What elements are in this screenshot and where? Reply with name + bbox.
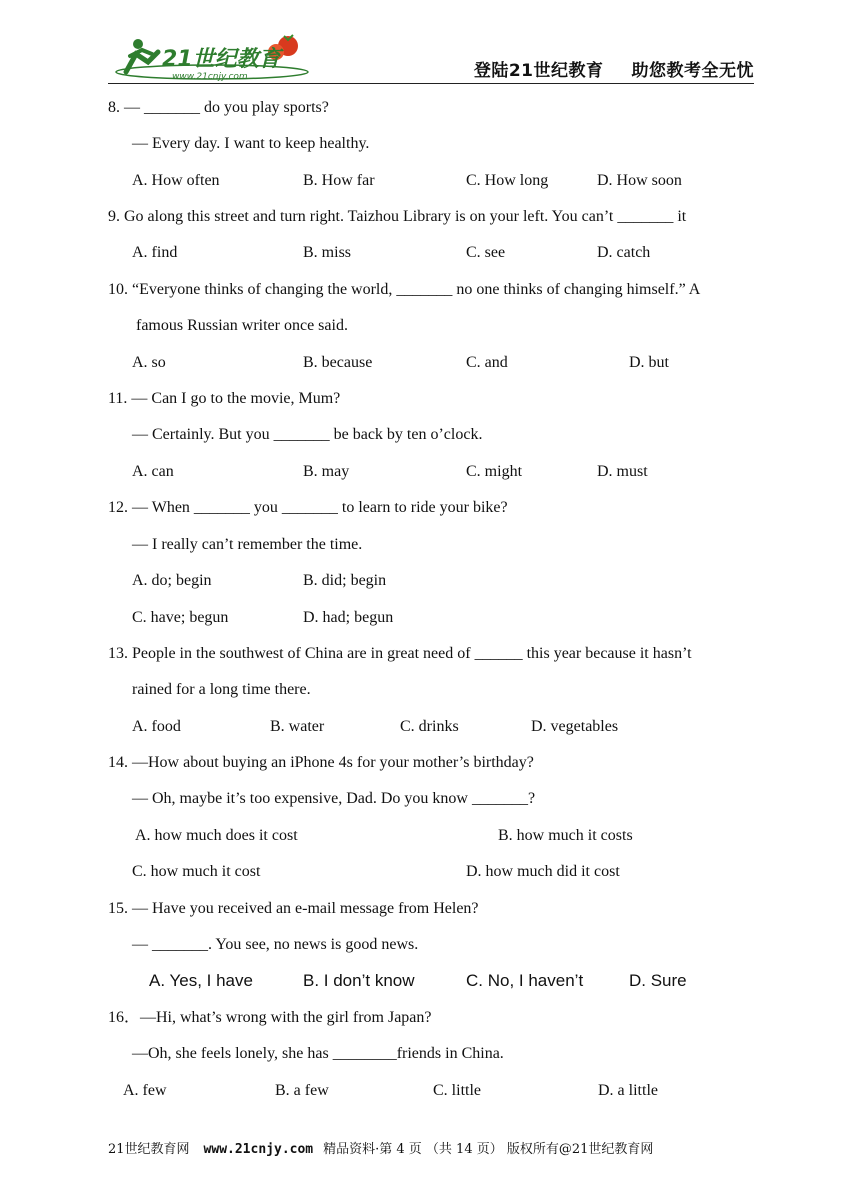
q10-option-d: D. but bbox=[629, 354, 669, 371]
q14-stem-2: — Oh, maybe it’s too expensive, Dad. Do you know _______? bbox=[132, 790, 536, 807]
q9-stem-1: 9. Go along this street and turn right. Taizhou Library is on your left. You can’t _______ it bbox=[108, 208, 687, 225]
q9-option-d: D. catch bbox=[597, 244, 651, 261]
q10-option-b: B. because bbox=[303, 354, 373, 371]
logo bbox=[112, 32, 312, 82]
q12-option-c: C. have; begun bbox=[132, 609, 229, 626]
q13-stem-2: rained for a long time there. bbox=[132, 681, 311, 698]
q15-stem-1: 15. — Have you received an e-mail message from Helen? bbox=[108, 900, 479, 917]
q15-option-b: B. I don’t know bbox=[303, 971, 415, 990]
q10-stem-2: famous Russian writer once said. bbox=[136, 317, 348, 334]
q13-stem-1: 13. People in the southwest of China are in great need of ______ this year because it hasn’t bbox=[108, 645, 692, 662]
q11-stem-1: 11. — Can I go to the movie, Mum? bbox=[108, 390, 341, 407]
slogan-left: 登陆21世纪教育 bbox=[473, 61, 604, 81]
q16-option-c: C. little bbox=[433, 1082, 481, 1099]
q8-option-d: D. How soon bbox=[597, 172, 682, 189]
q14-stem-1: 14. —How about buying an iPhone 4s for your mother’s birthday? bbox=[108, 754, 534, 771]
q16-option-b: B. a few bbox=[275, 1082, 329, 1099]
page-header bbox=[108, 30, 754, 84]
footer-site-link[interactable]: www.21cnjy.com bbox=[203, 1142, 314, 1157]
q16-stem-1: 16．—Hi, what’s wrong with the girl from Japan? bbox=[108, 1009, 432, 1026]
svg-text:21世纪教育: 21世纪教育 bbox=[162, 47, 281, 72]
q13-option-c: C. drinks bbox=[400, 718, 459, 735]
q11-stem-2: — Certainly. But you _______ be back by ten o’clock. bbox=[132, 426, 483, 443]
q15-stem-2: — _______. You see, no news is good news. bbox=[132, 936, 419, 953]
q8-option-c: C. How long bbox=[466, 172, 549, 189]
q15-option-c: C. No, I haven’t bbox=[466, 971, 584, 990]
svg-text:www.21cnjy.com: www.21cnjy.com bbox=[172, 72, 248, 82]
footer-left: 21世纪教育网 bbox=[108, 1142, 190, 1157]
q11-option-b: B. may bbox=[303, 463, 350, 480]
q12-option-d: D. had; begun bbox=[303, 609, 394, 626]
q8-stem-1: 8. — _______ do you play sports? bbox=[108, 99, 329, 116]
q9-option-c: C. see bbox=[466, 244, 506, 261]
footer-page-info: 精品资料·第 4 页 （共 14 页） bbox=[323, 1142, 503, 1157]
header-slogan bbox=[474, 56, 754, 81]
footer-copyright: 版权所有@21世纪教育网 bbox=[506, 1142, 654, 1157]
page-footer bbox=[108, 1138, 653, 1157]
q14-option-b: B. how much it costs bbox=[498, 827, 633, 844]
q10-option-a: A. so bbox=[132, 354, 166, 371]
q11-option-a: A. can bbox=[132, 463, 174, 480]
q16-option-d: D. a little bbox=[598, 1082, 658, 1099]
q8-stem-2: — Every day. I want to keep healthy. bbox=[132, 135, 370, 152]
q10-stem-1: 10. “Everyone thinks of changing the world, _______ no one thinks of changing himself.” A bbox=[108, 281, 701, 298]
q13-option-a: A. food bbox=[132, 718, 181, 735]
slogan-right: 助您教考全无忧 bbox=[631, 61, 754, 81]
q10-option-c: C. and bbox=[466, 354, 508, 371]
q16-option-a: A. few bbox=[123, 1082, 167, 1099]
q14-option-d: D. how much did it cost bbox=[466, 863, 620, 880]
q13-option-b: B. water bbox=[270, 718, 325, 735]
q11-option-c: C. might bbox=[466, 463, 523, 480]
q15-option-a: A. Yes, I have bbox=[149, 971, 253, 990]
q12-stem-2: — I really can’t remember the time. bbox=[132, 536, 363, 553]
q14-option-a: A. how much does it cost bbox=[135, 827, 298, 844]
q15-option-d: D. Sure bbox=[629, 971, 687, 990]
header-divider bbox=[108, 83, 754, 84]
q13-option-d: D. vegetables bbox=[531, 718, 619, 735]
q12-option-a: A. do; begin bbox=[132, 572, 212, 589]
q12-option-b: B. did; begin bbox=[303, 572, 387, 589]
q12-stem-1: 12. — When _______ you _______ to learn to ride your bike? bbox=[108, 499, 508, 516]
q8-option-b: B. How far bbox=[303, 172, 375, 189]
q16-stem-2: —Oh, she feels lonely, she has ________friends in China. bbox=[132, 1045, 504, 1062]
q8-option-a: A. How often bbox=[132, 172, 220, 189]
q9-option-b: B. miss bbox=[303, 244, 352, 261]
q9-option-a: A. find bbox=[132, 244, 178, 261]
q11-option-d: D. must bbox=[597, 463, 648, 480]
q14-option-c: C. how much it cost bbox=[132, 863, 261, 880]
